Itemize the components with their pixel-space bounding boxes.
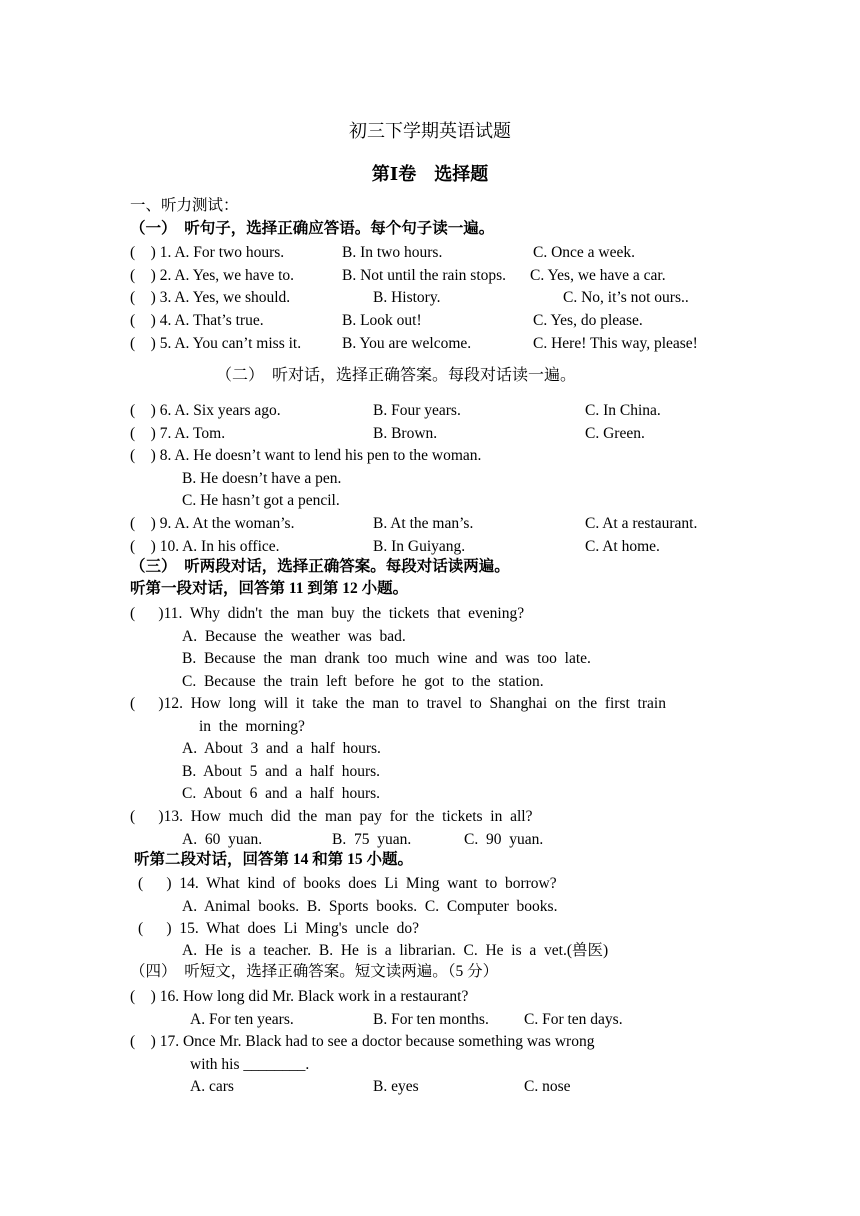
q17-option-c: C. nose	[524, 1078, 571, 1095]
q16-option-a: A. For ten years.	[190, 1011, 294, 1028]
q3-b: B. History.	[373, 289, 441, 306]
q5-a: ( ) 5. A. You can’t miss it.	[130, 335, 302, 352]
q15-options: A. He is a teacher. B. He is a librarian. C. He is a vet.(兽医)	[182, 942, 609, 959]
section4-heading: （四） 听短文，选择正确答案。短文读两遍。（5 分）	[130, 963, 499, 980]
q8-b: B. He doesn’t have a pen.	[182, 470, 342, 487]
q16-option-c: C. For ten days.	[524, 1011, 623, 1028]
q13-option-a: A. 60 yuan.	[182, 831, 263, 848]
section1-heading: （一） 听句子，选择正确应答语。每个句子读一遍。	[130, 220, 495, 237]
dialog2-intro: 听第二段对话，回答第 14 和第 15 小题。	[134, 851, 414, 868]
q3-c: C. No, it’s not ours..	[563, 289, 689, 306]
part1-heading: 一、听力测试：	[130, 197, 239, 214]
q13-option-b: B. 75 yuan.	[332, 831, 412, 848]
q11-option-c: C. Because the train left before he got to the station.	[182, 673, 544, 690]
q7-a: ( ) 7. A. Tom.	[130, 425, 226, 442]
q4-a: ( ) 4. A. That’s true.	[130, 312, 264, 329]
q2-b: B. Not until the rain stops.	[342, 267, 507, 284]
paper-subtitle: 第Ⅰ卷 选择题	[371, 164, 489, 184]
q7-c: C. Green.	[585, 425, 645, 442]
q2-a: ( ) 2. A. Yes, we have to.	[130, 267, 295, 284]
exam-title: 初三下学期英语试题	[349, 121, 511, 141]
dialog1-intro: 听第一段对话，回答第 11 到第 12 小题。	[130, 580, 409, 597]
q17-question-cont: with his ________.	[190, 1056, 310, 1073]
q17-option-a: A. cars	[190, 1078, 234, 1095]
q6-b: B. Four years.	[373, 402, 461, 419]
q12-question-cont: in the morning?	[199, 718, 305, 735]
q12-option-c: C. About 6 and a half hours.	[182, 785, 381, 802]
q4-b: B. Look out!	[342, 312, 422, 329]
q3-a: ( ) 3. A. Yes, we should.	[130, 289, 291, 306]
q10-a: ( ) 10. A. In his office.	[130, 538, 280, 555]
section2-heading: （二） 听对话，选择正确答案。每段对话读一遍。	[216, 367, 577, 384]
q9-c: C. At a restaurant.	[585, 515, 698, 532]
section3-heading: （三） 听两段对话，选择正确答案。每段对话读两遍。	[130, 558, 510, 575]
q8-c: C. He hasn’t got a pencil.	[182, 492, 340, 509]
q1-b: B. In two hours.	[342, 244, 443, 261]
q4-c: C. Yes, do please.	[533, 312, 643, 329]
q1-a: ( ) 1. A. For two hours.	[130, 244, 285, 261]
q14-question: ( ) 14. What kind of books does Li Ming want to borrow?	[138, 875, 557, 892]
q2-c: C. Yes, we have a car.	[530, 267, 666, 284]
q13-option-c: C. 90 yuan.	[464, 831, 544, 848]
q13-question: ( )13. How much did the man pay for the tickets in all?	[130, 808, 533, 825]
q8-a: ( ) 8. A. He doesn’t want to lend his pen to the woman.	[130, 447, 482, 464]
q12-option-b: B. About 5 and a half hours.	[182, 763, 381, 780]
q9-b: B. At the man’s.	[373, 515, 474, 532]
q14-options: A. Animal books. B. Sports books. C. Computer books.	[182, 898, 558, 915]
q16-question: ( ) 16. How long did Mr. Black work in a restaurant?	[130, 988, 469, 1005]
q11-question: ( )11. Why didn't the man buy the tickets that evening?	[130, 605, 525, 622]
q17-option-b: B. eyes	[373, 1078, 419, 1095]
q10-b: B. In Guiyang.	[373, 538, 466, 555]
q5-c: C. Here! This way, please!	[533, 335, 698, 352]
q11-option-a: A. Because the weather was bad.	[182, 628, 406, 645]
q17-question: ( ) 17. Once Mr. Black had to see a doctor because something was wrong	[130, 1033, 595, 1050]
q5-b: B. You are welcome.	[342, 335, 472, 352]
q9-a: ( ) 9. A. At the woman’s.	[130, 515, 295, 532]
q6-a: ( ) 6. A. Six years ago.	[130, 402, 281, 419]
q12-option-a: A. About 3 and a half hours.	[182, 740, 381, 757]
q10-c: C. At home.	[585, 538, 660, 555]
q16-option-b: B. For ten months.	[373, 1011, 489, 1028]
q6-c: C. In China.	[585, 402, 661, 419]
q7-b: B. Brown.	[373, 425, 438, 442]
q12-question: ( )12. How long will it take the man to travel to Shanghai on the first train	[130, 695, 666, 712]
q1-c: C. Once a week.	[533, 244, 635, 261]
q15-question: ( ) 15. What does Li Ming's uncle do?	[138, 920, 420, 937]
q11-option-b: B. Because the man drank too much wine and was too late.	[182, 650, 591, 667]
